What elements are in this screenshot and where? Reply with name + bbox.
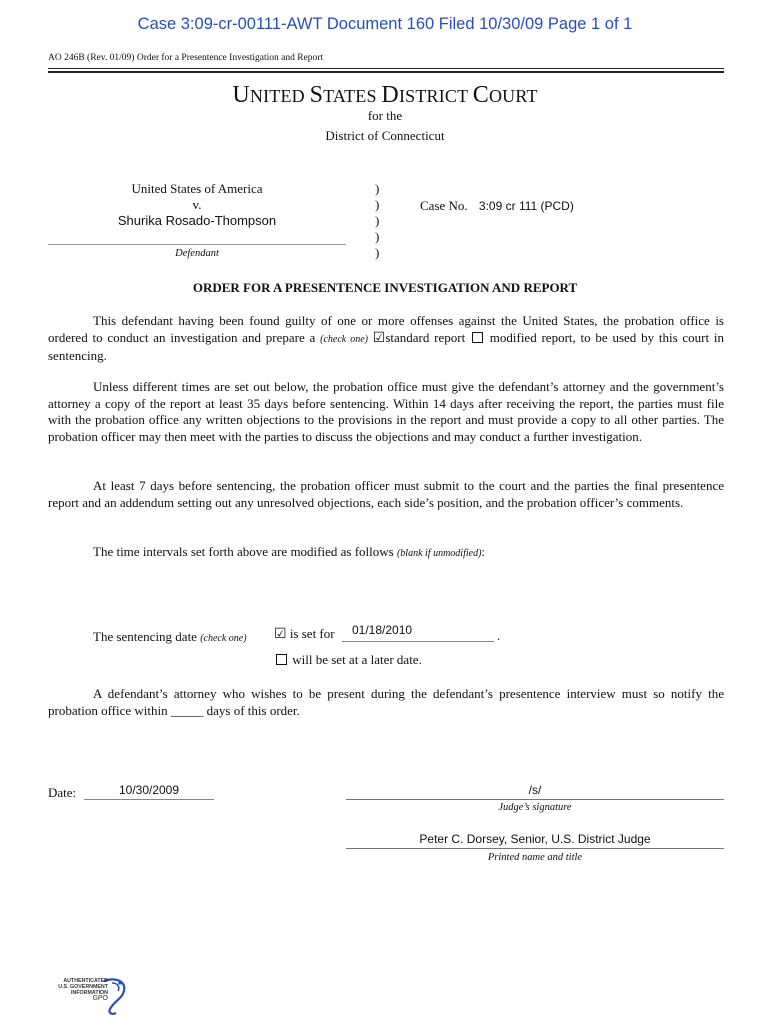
versus-text: v.: [192, 197, 202, 212]
header-rule-thin: [48, 68, 724, 69]
court-title: UNITED STATES DISTRICT COURT: [232, 82, 538, 108]
judge-signature-value: /s/: [528, 783, 542, 797]
blank-if-unmodified-note: (blank if unmodified): [396, 548, 482, 559]
printed-name-line: [346, 848, 724, 849]
empty-box-icon[interactable]: [472, 332, 483, 343]
gpo-authentication-logo: AUTHENTICATED U.S. GOVERNMENT INFORMATION GPO: [46, 975, 136, 1017]
date-label: Date:: [48, 785, 77, 800]
sentencing-date-label: The sentencing date (check one): [93, 629, 247, 644]
defendant-name: Shurika Rosado-Thompson: [117, 213, 277, 228]
defendant-signature-line: [48, 244, 346, 245]
form-identifier: AO 246B (Rev. 01/09) Order for a Presentence Investigation and Report: [48, 53, 324, 63]
printed-name-label: Printed name and title: [487, 852, 583, 863]
order-heading: ORDER FOR A PRESENTENCE INVESTIGATION AND REPORT: [192, 280, 578, 295]
caption-paren: ): [375, 181, 380, 196]
sentencing-date-field[interactable]: 01/18/2010: [342, 623, 494, 642]
judge-printed-name: Peter C. Dorsey, Senior, U.S. District Judge: [419, 832, 651, 846]
district-name: District of Connecticut: [325, 128, 445, 143]
paragraph-modifications: The time intervals set forth above are modified as follows (blank if unmodified):: [93, 544, 486, 559]
defendant-label: Defendant: [175, 248, 219, 259]
caption-paren: ): [375, 213, 380, 228]
signature-line: [346, 799, 724, 800]
checked-box-icon[interactable]: ☑: [372, 330, 386, 346]
case-number-value: 3:09 cr 111 (PCD): [478, 199, 574, 213]
plaintiff-name: United States of America: [131, 181, 263, 196]
checked-box-icon[interactable]: ☑: [274, 627, 287, 642]
modified-report-option: modified report, to be used by this court in sentencing.: [48, 329, 725, 363]
empty-box-icon[interactable]: [276, 654, 287, 665]
paragraph-order-investigation: This defendant having been found guilty of one or more offenses against the United States, the probation office is ordered to conduct an investigation and prepare a (check one) ☑standard report modified report, to be used by this court in sentencing.: [48, 313, 725, 363]
paragraph-final-report: At least 7 days before sentencing, the probation officer must submit to the court and the parties the final presentence report and an addendum setting out any unresolved objections, each side’s position, and the probation officer’s comments.: [48, 478, 724, 510]
check-one-note: (check one): [320, 333, 368, 345]
caption-paren: ): [375, 229, 380, 244]
will-be-set-label: will be set at a later date.: [292, 652, 422, 667]
for-the-text: for the: [367, 108, 403, 123]
sentencing-set-option: [274, 626, 335, 643]
date-field[interactable]: 10/30/2009: [84, 783, 214, 800]
standard-report-option: standard report: [385, 329, 466, 345]
judge-signature-label: Judge’s signature: [498, 802, 572, 813]
paragraph-interview-notice: A defendant’s attorney who wishes to be present during the defendant’s presentence interview must so notify the probation office within _____ days of this order.: [48, 686, 724, 718]
check-one-note: (check one): [200, 633, 247, 644]
is-set-for-label: is set for: [289, 626, 335, 641]
caption-paren: ): [375, 197, 380, 212]
case-number-label: Case No.: [420, 198, 468, 213]
filing-stamp: Case 3:09-cr-00111-AWT Document 160 Filed 10/30/09 Page 1 of 1: [137, 15, 633, 33]
case-number: [420, 198, 574, 214]
caption-paren: ): [375, 245, 380, 260]
sentencing-period: .: [497, 628, 501, 643]
days-blank-field[interactable]: _____: [170, 702, 204, 718]
paragraph-timeline: Unless different times are set out below, the probation office must give the defendant’s attorney and the government’s attorney a copy of the report at least 35 days before sentencing. Within 14 days after receiving the report, the parties must file with the probation office any written objections to the provisions in the report and must provide a copy to all other parties. The probation officer may then meet with the parties to discuss the objections and may conduct a further investigation.: [48, 379, 724, 444]
header-rule-thick: [48, 71, 724, 73]
sentencing-later-option: [274, 652, 422, 668]
